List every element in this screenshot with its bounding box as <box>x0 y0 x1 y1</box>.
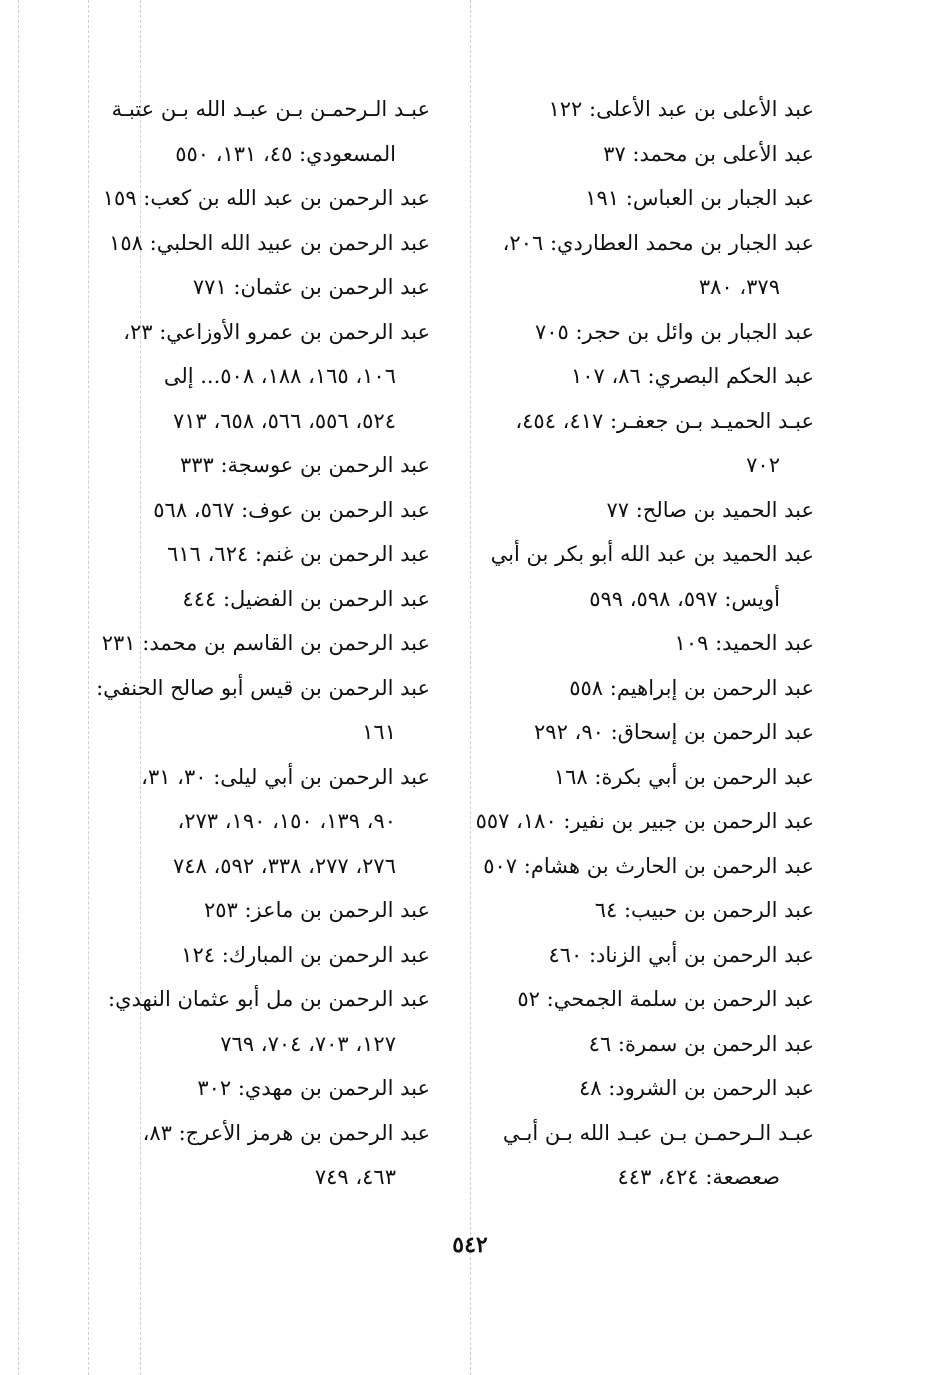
index-entry-continuation: ٧٠٢ <box>746 453 780 477</box>
index-entry-line: عبد الرحمن بن قيس أبو صالح الحنفي: <box>96 675 430 700</box>
index-entry-line: عبد الأعلى بن عبد الأعلى: ١٢٢ <box>548 97 814 121</box>
index-entry-continuation: ٩٠، ١٣٩، ١٥٠، ١٩٠، ٢٧٣، <box>177 809 396 833</box>
index-entry <box>90 87 430 176</box>
index-entry-continuation: ١٦١ <box>362 720 396 744</box>
index-entry <box>469 532 814 621</box>
index-entry-line: عبد الحميد بن عبد الله أبو بكر بن أبي <box>490 542 814 566</box>
index-entry-line: عبد الحميد: ١٠٩ <box>674 631 814 655</box>
index-entry-line: عبد الرحمن بن سمرة: ٤٦ <box>588 1031 814 1056</box>
index-entry-line: عبد الرحمن بن الحارث بن هشام: ٥٠٧ <box>483 853 814 878</box>
index-entry-line: عبـد الـرحمـن بـن عبـد الله بـن عتبـة <box>111 97 430 121</box>
index-entry-continuation: ٣٧٩، ٣٨٠ <box>698 275 780 299</box>
index-entry-line: عبد الرحمن بن جبير بن نفير: ١٨٠، ٥٥٧ <box>475 809 814 833</box>
index-entry-line: عبد الرحمن بن سلمة الجمحي: ٥٢ <box>517 987 814 1011</box>
index-entry <box>469 666 814 711</box>
index-entry-continuation: ٥٢٤، ٥٥٦، ٥٦٦، ٦٥٨، ٧١٣ <box>172 408 396 433</box>
index-entry-line: عبد الرحمن بن غنم: ٦٢٤، ٦١٦ <box>167 542 430 566</box>
index-entry <box>90 443 430 488</box>
index-column-right <box>469 87 814 1200</box>
page-number: ٥٤٢ <box>452 1232 488 1258</box>
index-entry-continuation: ١٠٦، ١٦٥، ١٨٨، ٥٠٨... إلى <box>163 364 396 388</box>
index-entry <box>469 621 814 666</box>
index-entry-line: عبد الرحمن بن عثمان: ٧٧١ <box>192 275 430 299</box>
index-entry-line: عبد الرحمن بن عوسجة: ٣٣٣ <box>179 453 430 477</box>
index-entry <box>469 354 814 399</box>
index-entry-line: عبـد الـرحمـن بـن عبـد الله بـن أبـي <box>502 1120 814 1145</box>
index-entry-continuation: ٤٦٣، ٧٤٩ <box>314 1165 396 1189</box>
index-entry <box>90 755 430 889</box>
index-entry-line: عبد الجبار بن محمد العطاردي: ٢٠٦، <box>502 230 814 255</box>
index-entry <box>469 310 814 355</box>
index-entry-line: عبد الجبار بن العباس: ١٩١ <box>585 186 814 210</box>
index-entry-line: عبد الرحمن بن القاسم بن محمد: ٢٣١ <box>101 631 430 655</box>
index-entry <box>90 221 430 266</box>
index-entry <box>90 1066 430 1111</box>
index-entry-line: عبد الرحمن بن عبيد الله الحلبي: ١٥٨ <box>109 230 430 255</box>
index-entry <box>469 1066 814 1111</box>
index-entry-line: عبد الرحمن بن الفضيل: ٤٤٤ <box>182 586 430 611</box>
index-entry-line: عبد الرحمن بن إسحاق: ٩٠، ٢٩٢ <box>534 720 814 744</box>
index-entry <box>90 176 430 221</box>
index-column-left <box>90 87 430 1200</box>
index-entry <box>90 577 430 622</box>
index-entry <box>90 488 430 533</box>
index-entry-line: عبد الأعلى بن محمد: ٣٧ <box>603 141 814 166</box>
index-entry <box>469 399 814 488</box>
index-entry-line: عبد الرحمن بن مل أبو عثمان النهدي: <box>108 987 430 1011</box>
index-entry <box>469 888 814 933</box>
index-entry-line: عبد الرحمن بن حبيب: ٦٤ <box>594 898 814 922</box>
index-entry <box>469 1022 814 1067</box>
index-entry <box>90 933 430 978</box>
index-entry-line: عبد الرحمن بن مهدي: ٣٠٢ <box>197 1076 430 1100</box>
index-entry-continuation: صعصعة: ٤٢٤، ٤٤٣ <box>617 1165 780 1189</box>
index-entry <box>90 666 430 755</box>
index-entry <box>469 844 814 889</box>
index-entry-line: عبد الحميد بن صالح: ٧٧ <box>606 497 814 522</box>
index-entry <box>469 221 814 310</box>
index-entry-line: عبد الرحمن بن عمرو الأوزاعي: ٢٣، <box>123 319 430 344</box>
index-entry <box>469 799 814 844</box>
index-entry <box>90 888 430 933</box>
index-entry <box>90 310 430 444</box>
index-entry-line: عبد الرحمن بن الشرود: ٤٨ <box>578 1076 814 1100</box>
index-entry <box>469 176 814 221</box>
index-entry-line: عبد الرحمن بن أبي ليلى: ٣٠، ٣١، <box>141 764 430 789</box>
index-entry-line: عبد الرحمن بن عوف: ٥٦٧، ٥٦٨ <box>153 497 430 522</box>
index-entry <box>469 488 814 533</box>
index-entry-line: عبـد الحميـد بـن جعفـر: ٤١٧، ٤٥٤، <box>515 408 814 433</box>
index-entry-line: عبد الحكم البصري: ٨٦، ١٠٧ <box>570 364 814 388</box>
scan-guide-line <box>88 0 89 1375</box>
index-entry-line: عبد الرحمن بن إبراهيم: ٥٥٨ <box>569 675 814 700</box>
index-entry-continuation: أويس: ٥٩٧، ٥٩٨، ٥٩٩ <box>589 586 780 611</box>
index-entry <box>90 532 430 577</box>
index-entry <box>469 755 814 800</box>
index-entry <box>90 265 430 310</box>
index-entry <box>469 933 814 978</box>
index-entry-line: عبد الرحمن بن هرمز الأعرج: ٨٣، <box>142 1120 430 1145</box>
index-entry <box>469 87 814 132</box>
index-entry-line: عبد الرحمن بن المبارك: ١٢٤ <box>181 942 430 967</box>
index-entry <box>469 1111 814 1200</box>
index-entry-continuation: ٢٧٦، ٢٧٧، ٣٣٨، ٥٩٢، ٧٤٨ <box>172 853 396 878</box>
index-entry <box>469 977 814 1022</box>
index-entry-line: عبد الرحمن بن ماعز: ٢٥٣ <box>203 898 430 922</box>
index-entry <box>469 132 814 177</box>
index-entry-continuation: ١٢٧، ٧٠٣، ٧٠٤، ٧٦٩ <box>220 1031 396 1056</box>
index-entry-line: عبد الرحمن بن عبد الله بن كعب: ١٥٩ <box>102 186 430 210</box>
index-entry-line: عبد الجبار بن وائل بن حجر: ٧٠٥ <box>534 319 814 344</box>
index-entry <box>90 977 430 1066</box>
index-entry-continuation: المسعودي: ٤٥، ١٣١، ٥٥٠ <box>175 141 396 166</box>
index-entry <box>90 1111 430 1200</box>
index-entry-line: عبد الرحمن بن أبي الزناد: ٤٦٠ <box>548 942 814 967</box>
index-entry <box>469 710 814 755</box>
scan-guide-line <box>18 0 19 1375</box>
index-entry-line: عبد الرحمن بن أبي بكرة: ١٦٨ <box>553 764 814 789</box>
index-entry <box>90 621 430 666</box>
